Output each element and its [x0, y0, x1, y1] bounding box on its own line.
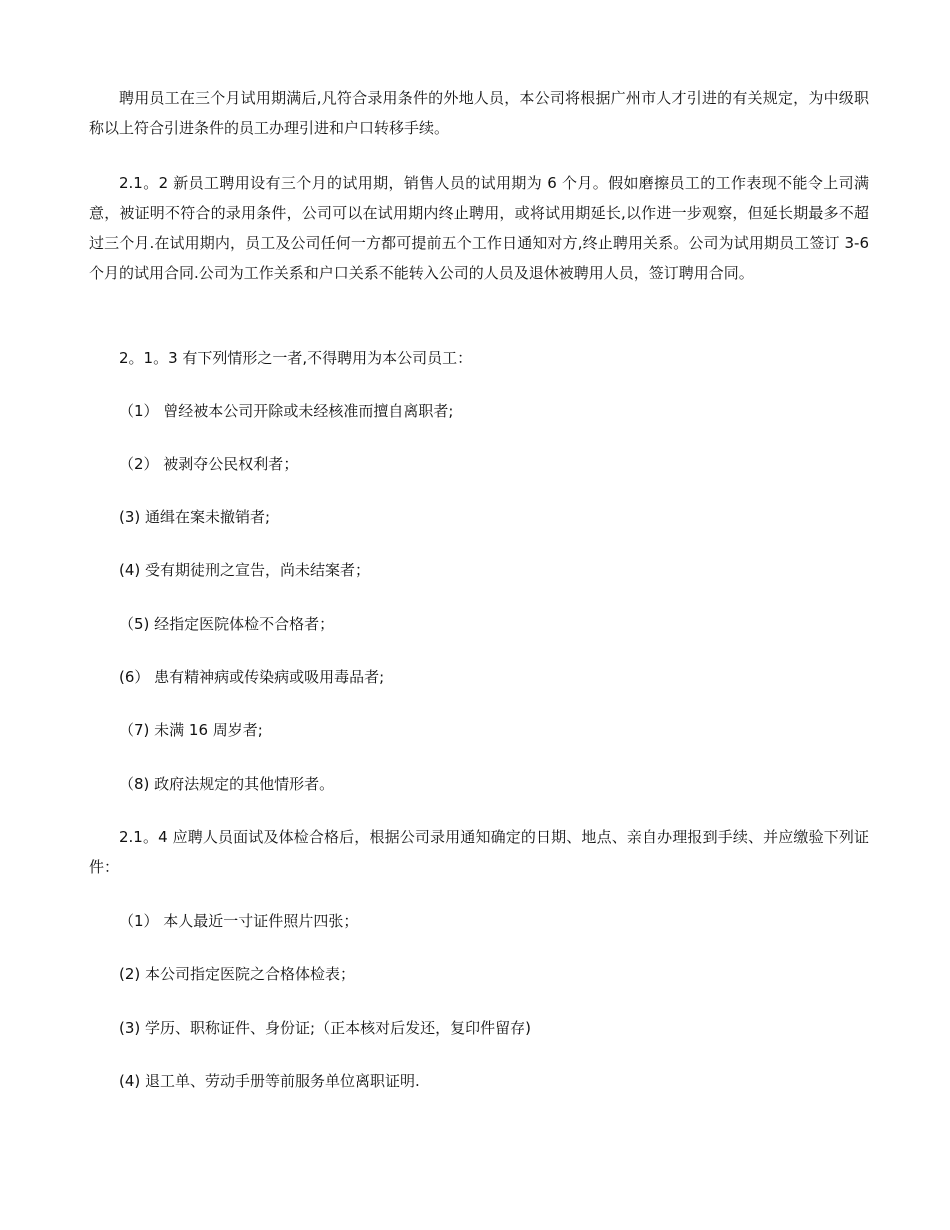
document-item: （1） 本人最近一寸证件照片四张；: [119, 912, 359, 930]
disqualification-item: （5) 经指定医院体检不合格者；: [119, 615, 335, 633]
disqualification-item: (4) 受有期徒刑之宣告，尚未结案者；: [119, 561, 371, 579]
document-item: (4) 退工单、劳动手册等前服务单位离职证明.: [119, 1072, 420, 1090]
disqualification-item: (3) 通缉在案未撤销者;: [119, 508, 271, 526]
paragraph-talent-introduction: 聘用员工在三个月试用期满后,凡符合录用条件的外地人员，本公司将根据广州市人才引进的有关规定，为中级职称以上符合引进条件的员工办理引进和户口转移手续。: [89, 89, 869, 137]
document-item: (2) 本公司指定医院之合格体检表；: [119, 965, 356, 983]
paragraph-probation-period: 2.1。2 新员工聘用设有三个月的试用期，销售人员的试用期为 6 个月。假如磨擦员工的工作表现不能令上司满意，被证明不符合的录用条件，公司可以在试用期内终止聘用，或将试用期延长,以作进一步观察，但延长期最多不超过三个月.在试用期内，员工及公司任何一方都可提前五个工作日通知对方,终止聘用关系。公司为试用期员工签订 3-6 个月的试用合同.公司为工作关系和户口关系不能转入公司的人员及退休被聘用人员，签订聘用合同。: [89, 174, 869, 282]
disqualification-item: （1） 曾经被本公司开除或未经核准而擅自离职者;: [119, 402, 454, 420]
disqualification-item: （8) 政府法规定的其他情形者。: [119, 775, 335, 793]
document-item: (3) 学历、职称证件、身份证;（正本核对后发还，复印件留存): [119, 1019, 531, 1037]
disqualification-item: （2） 被剥夺公民权利者；: [119, 455, 299, 473]
disqualification-item: (6） 患有精神病或传染病或吸用毒品者;: [119, 668, 385, 686]
paragraph-report-documents: 2.1。4 应聘人员面试及体检合格后，根据公司录用通知确定的日期、地点、亲自办理报到手续、并应缴验下列证件：: [89, 828, 869, 876]
disqualification-item: （7) 未满 16 周岁者;: [119, 721, 263, 739]
paragraph-disqualification-intro: 2。1。3 有下列情形之一者,不得聘用为本公司员工：: [119, 349, 473, 367]
